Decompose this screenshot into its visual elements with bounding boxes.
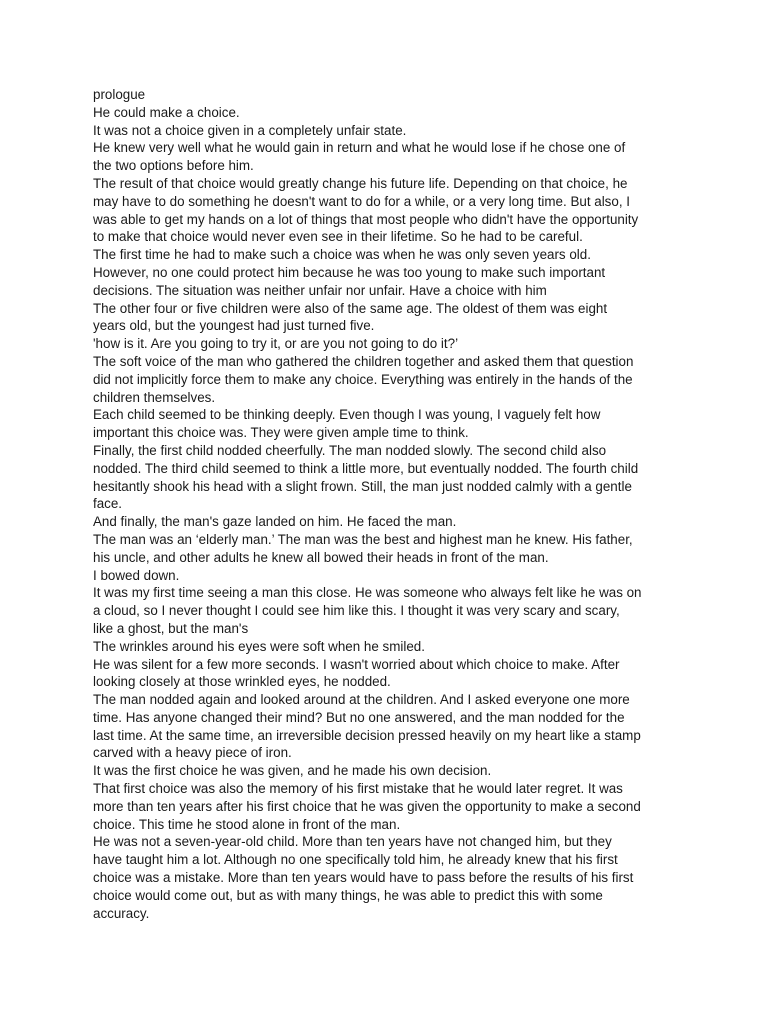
text-line: The man nodded again and looked around at the children. And I asked everyone one more <box>93 692 630 708</box>
text-line: The first time he had to make such a choice was when he was only seven years old. <box>93 247 591 263</box>
text-line: last time. At the same time, an irreversible decision pressed heavily on my heart like a stamp <box>93 727 641 743</box>
text-line: It was not a choice given in a completely unfair state. <box>93 122 407 138</box>
text-line: did not implicitly force them to make any choice. Everything was entirely in the hands of the <box>93 371 633 387</box>
text-line: He could make a choice. <box>93 104 240 120</box>
text-line: However, no one could protect him because he was too young to make such important <box>93 264 606 280</box>
text-line: Each child seemed to be thinking deeply. Even though I was young, I vaguely felt how <box>93 407 601 423</box>
text-line: I bowed down. <box>93 567 180 583</box>
text-line: choice. This time he stood alone in front of the man. <box>93 816 401 832</box>
text-line: children themselves. <box>93 389 216 405</box>
text-line: He was silent for a few more seconds. I wasn't worried about which choice to make. After <box>93 656 620 672</box>
text-line: face. <box>93 496 123 512</box>
text-line: a cloud, so I never thought I could see him like this. I thought it was very scary and scary, <box>93 603 620 619</box>
text-line: choice was a mistake. More than ten years would have to pass before the results of his first <box>93 870 634 886</box>
text-line: The result of that choice would greatly change his future life. Depending on that choice, he <box>93 175 628 191</box>
text-line: accuracy. <box>93 905 150 921</box>
text-line: carved with a heavy piece of iron. <box>93 745 292 761</box>
text-line: hesitantly shook his head with a slight frown. Still, the man just nodded calmly with a gentle <box>93 478 632 494</box>
text-line: looking closely at those wrinkled eyes, he nodded. <box>93 674 391 690</box>
text-line: And finally, the man's gaze landed on him. He faced the man. <box>93 514 457 530</box>
prologue-heading: prologue <box>93 87 146 102</box>
text-line: He knew very well what he would gain in return and what he would lose if he chose one of <box>93 140 626 156</box>
text-line: It was the first choice he was given, and he made his own decision. <box>93 763 492 779</box>
text-line: more than ten years after his first choice that he was given the opportunity to make a second <box>93 798 641 814</box>
text-line: 'how is it. Are you going to try it, or are you not going to do it?’ <box>93 336 459 352</box>
text-line: years old, but the youngest had just turned five. <box>93 318 375 334</box>
text-line: It was my first time seeing a man this close. He was someone who always felt like he was on <box>93 585 642 601</box>
text-line: nodded. The third child seemed to think a little more, but eventually nodded. The fourth child <box>93 460 639 476</box>
text-line: That first choice was also the memory of his first mistake that he would later regret. It was <box>93 781 623 797</box>
text-line: Finally, the first child nodded cheerfully. The man nodded slowly. The second child also <box>93 442 607 458</box>
text-line: important this choice was. They were given ample time to think. <box>93 425 469 441</box>
text-line: the two options before him. <box>93 158 254 174</box>
text-line: have taught him a lot. Although no one specifically told him, he already knew that his first <box>93 852 618 868</box>
text-line: like a ghost, but the man's <box>93 620 249 636</box>
text-line: The man was an ‘elderly man.’ The man was the best and highest man he knew. His father, <box>93 531 633 547</box>
text-line: his uncle, and other adults he knew all bowed their heads in front of the man. <box>93 549 549 565</box>
text-line: choice would come out, but as with many things, he was able to predict this with some <box>93 887 603 903</box>
text-line: The wrinkles around his eyes were soft when he smiled. <box>93 638 425 654</box>
document-body <box>93 86 683 922</box>
text-line: to make that choice would never even see in their lifetime. So he had to be careful. <box>93 229 583 245</box>
text-line: was able to get my hands on a lot of things that most people who didn't have the opportunity <box>93 211 639 227</box>
text-line: time. Has anyone changed their mind? But no one answered, and the man nodded for the <box>93 709 625 725</box>
text-line: decisions. The situation was neither unfair nor unfair. Have a choice with him <box>93 282 547 298</box>
text-line: The soft voice of the man who gathered the children together and asked them that question <box>93 353 634 369</box>
text-line: The other four or five children were also of the same age. The oldest of them was eight <box>93 300 608 316</box>
text-line: He was not a seven-year-old child. More than ten years have not changed him, but they <box>93 834 612 850</box>
text-line: may have to do something he doesn't want to do for a while, or a very long time. But also, I <box>93 193 630 209</box>
